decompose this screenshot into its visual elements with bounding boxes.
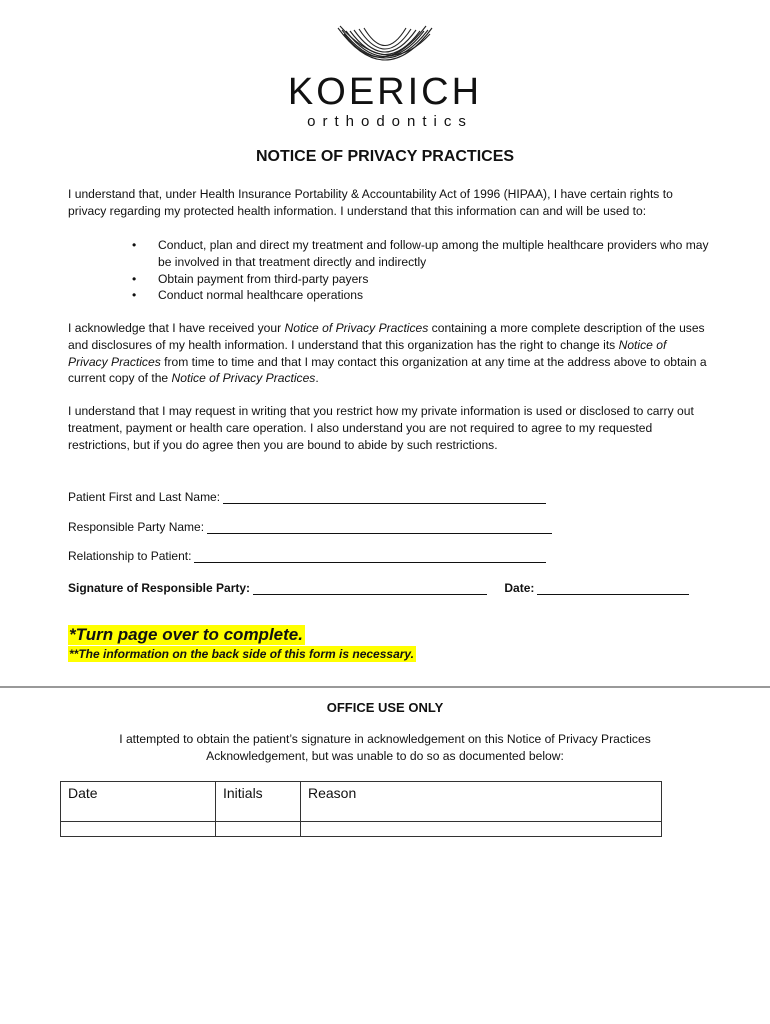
attempt-line: I attempted to obtain the patient’s signature in acknowledgement on this Notice of Privacy Practices bbox=[119, 732, 651, 746]
date-input-line[interactable] bbox=[537, 582, 689, 595]
list-item: • Conduct, plan and direct my treatment and follow-up among the multiple healthcare providers who may be involved in that treatment directly and indirectly bbox=[130, 237, 710, 271]
relationship-input-line[interactable] bbox=[194, 550, 546, 563]
intro-paragraph: I understand that, under Health Insurance Portability & Accountability Act of 1996 (HIPAA), I have certain rights to privacy regarding my protected health information. I understand that this information can and will be used to: bbox=[68, 187, 673, 218]
table-row bbox=[61, 822, 662, 837]
office-use-title: OFFICE USE ONLY bbox=[326, 700, 444, 715]
arc-lines-logo-icon bbox=[330, 22, 440, 70]
date-column-header: Date bbox=[61, 782, 216, 822]
attempt-statement bbox=[0, 731, 770, 765]
date-cell[interactable] bbox=[61, 822, 216, 837]
ack-text: I acknowledge that I have received your bbox=[68, 321, 285, 335]
usage-list bbox=[130, 237, 710, 304]
ack-italic: Notice of Privacy Practices bbox=[68, 337, 667, 369]
reason-cell[interactable] bbox=[301, 822, 662, 837]
ack-italic: Notice of Privacy Practices bbox=[171, 371, 316, 386]
restriction-paragraph: I understand that I may request in writing that you restrict how my private information is used or disclosed to carry out treatment, payment or health care operation. I also understand you are not required to agree to my requested restrictions, but if you do agree then you are bound to abide by such restrictions. bbox=[68, 404, 694, 452]
ack-italic: Notice of Privacy Practices bbox=[284, 321, 429, 335]
ack-text: from time to time and that I may contact this organization at any time at the address above to obtain a current copy of the bbox=[68, 354, 707, 386]
page-title: NOTICE OF PRIVACY PRACTICES bbox=[255, 148, 515, 165]
date-label: Date: bbox=[504, 581, 535, 595]
initials-cell[interactable] bbox=[216, 822, 301, 837]
patient-name-field bbox=[68, 490, 546, 504]
turn-page-text: *Turn page over to complete. bbox=[69, 625, 303, 644]
responsible-party-label: Responsible Party Name: bbox=[68, 520, 205, 534]
patient-name-label: Patient First and Last Name: bbox=[68, 490, 221, 504]
ack-text: . bbox=[315, 371, 319, 386]
initials-column-header: Initials bbox=[216, 782, 301, 822]
ack-text: containing a more complete description of the uses and disclosures of my health information. I understand that this organization has the right to change its bbox=[68, 321, 705, 352]
responsible-party-field bbox=[68, 520, 552, 534]
office-use-table bbox=[60, 781, 662, 837]
table-header-row bbox=[61, 782, 662, 822]
list-item: • Obtain payment from third-party payers bbox=[130, 271, 710, 288]
patient-name-input-line[interactable] bbox=[223, 491, 546, 504]
divider bbox=[0, 686, 770, 688]
logo bbox=[0, 22, 770, 130]
acknowledgement-paragraph bbox=[68, 320, 708, 387]
reason-column-header: Reason bbox=[301, 782, 662, 822]
relationship-field bbox=[68, 549, 546, 563]
relationship-label: Relationship to Patient: bbox=[68, 549, 192, 563]
signature-row bbox=[68, 581, 689, 595]
signature-input-line[interactable] bbox=[253, 582, 487, 595]
responsible-party-input-line[interactable] bbox=[207, 521, 552, 534]
brand-subtitle: orthodontics bbox=[307, 113, 473, 130]
turn-page-notice bbox=[68, 625, 416, 663]
list-item: • Conduct normal healthcare operations bbox=[130, 287, 710, 304]
attempt-line: Acknowledgement, but was unable to do so as documented below: bbox=[206, 749, 564, 763]
signature-label: Signature of Responsible Party: bbox=[68, 581, 251, 595]
back-side-text: **The information on the back side of this form is necessary. bbox=[69, 647, 414, 661]
brand-name: KOERICH bbox=[287, 71, 483, 113]
